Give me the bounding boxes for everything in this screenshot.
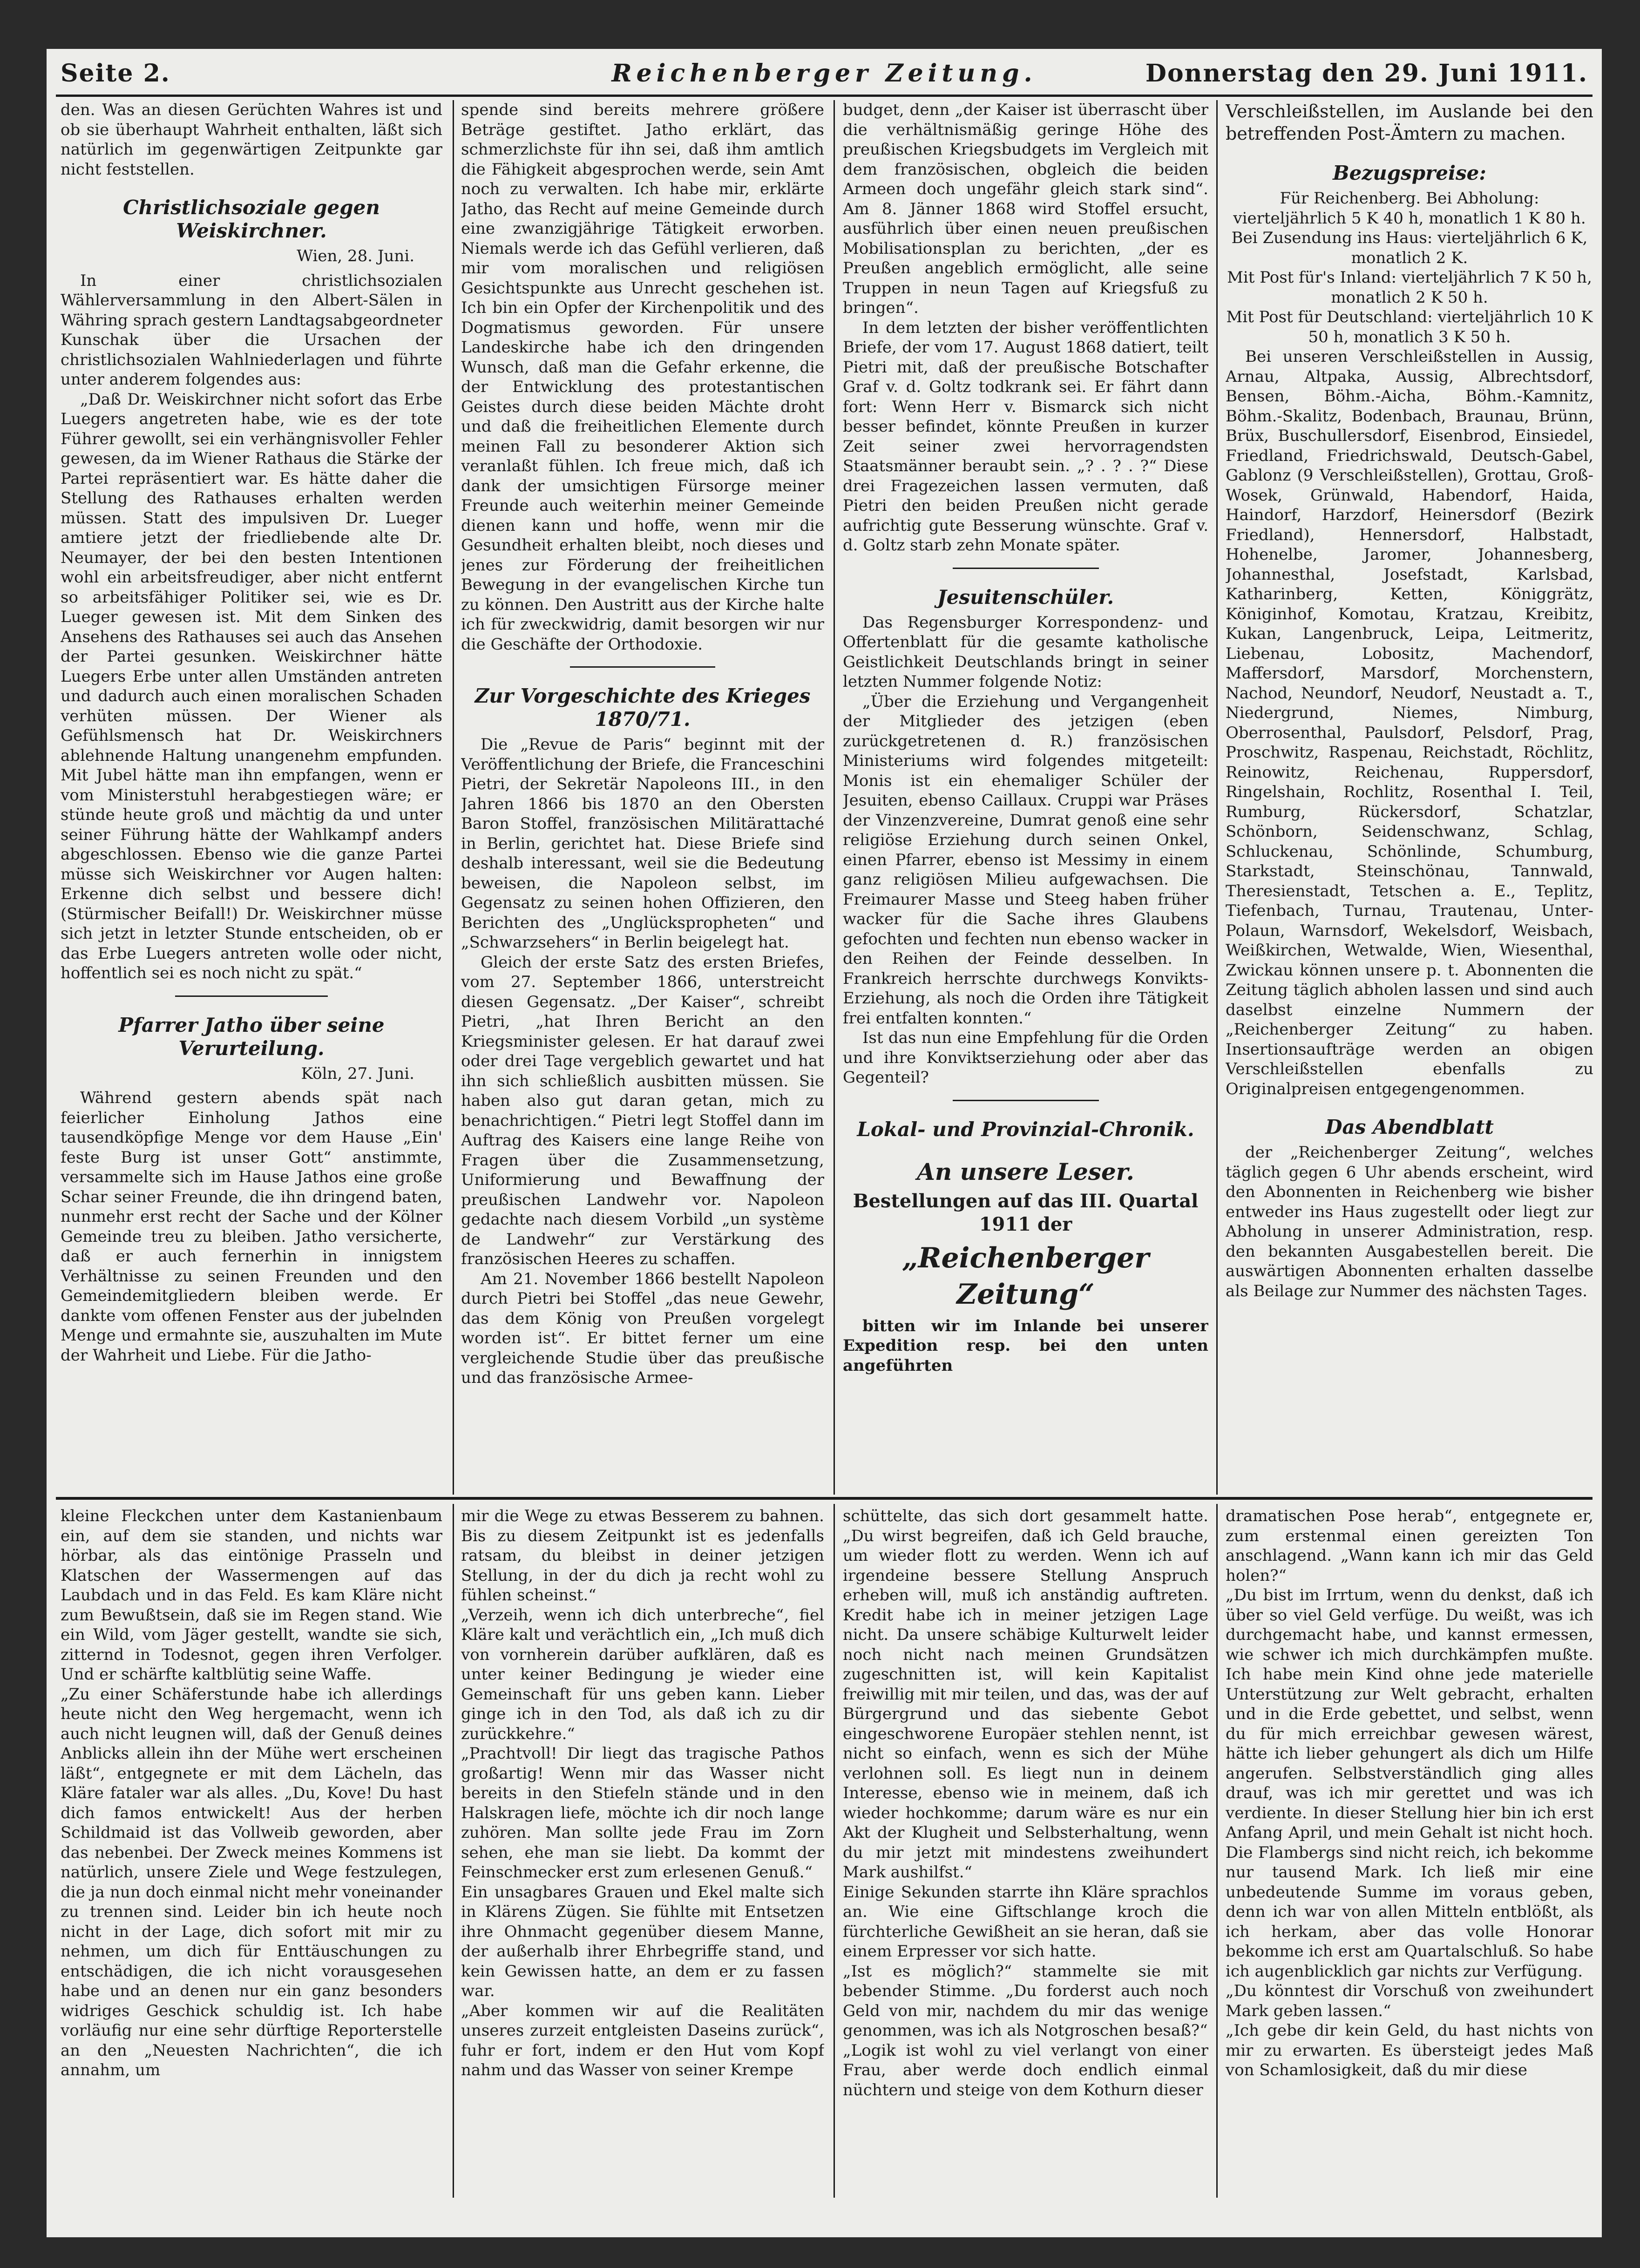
headline-christlichsoziale: Christlichsoziale gegen Weiskirchner. [123, 196, 380, 242]
newspaper-page [47, 49, 1602, 2237]
price-line: Bei Zusendung ins Haus: vierteljährlich 6 K, monatlich 2 K. [1231, 229, 1588, 267]
paragraph: Verschleißstellen, im Auslande bei den betreffenden Post-Ämtern zu machen. [1226, 101, 1593, 144]
paragraph: Die „Revue de Paris“ beginnt mit der Veröffentlichung der Briefe, die Franceschini Pietri, der Sekretär Napoleons III., in den Jahren 1866 bis 1870 an den Obersten Baron Stoffel, französischen Militärattaché in Berlin, gerichtet hat. Diese Briefe sind deshalb interessant, weil sie die Bedeutung beweisen, die Napoleon selbst, im Gegensatz zu seinen hohen Offizieren, den Berichten des „Unglückspropheten“ und „Schwarzsehers“ in Berlin beigelegt hat. [461, 735, 824, 952]
paragraph: „Über die Erziehung und Vergangenheit der Mitglieder des jetzigen (eben zurückgetretenen d. R.) französischen Ministeriums wird folgendes mitgeteilt: Monis ist ein ehemaliger Schüler der Jesuiten, ebenso Caillaux. Cruppi war Präses der Vinzenzvereine, Dumrat genoß eine sehr religiöse Erziehung durch seinen Onkel, einen Pfarrer, ebenso ist Messimy in einem ganz religiösen Milieu aufgewachsen. Die Freimaurer Masse und Steeg haben früher wacker für die Sache ihres Glaubens gefochten und fechten nun ebenso wacker in den Reihen der Feinde desselben. In Frankreich herrschte durchwegs Konvikts-Erziehung, als noch die Orden ihre Tätigkeit frei entfalten konnten.“ [843, 692, 1208, 1028]
story-text: schüttelte, das sich dort gesammelt hatte. „Du wirst begreifen, daß ich Geld brauche, um wieder flott zu werden. Wenn ich auf irgendeine bessere Stellung Anspruch erheben will, muß ich anständig auftreten. Kredit habe ich in meiner jetzigen Lage nicht. Da unsere schäbige Kulturwelt leider noch nicht nach meinen Grundsätzen zugeschnitten ist, will kein Kapitalist freiwillig mit mir teilen, und das, was der auf Bürgergrund und das siebente Gebot eingeschworene Europäer stehlen nennt, ist nicht so einfach, wenn es sich der Mühe verlohnen soll. Es liegt nun in deinem Interesse, ebenso wie in meinem, daß ich wieder hochkomme; darum wäre es nur ein Akt der Klugheit und Selbsterhaltung, wenn du mir jetzt mit mindestens zweihundert Mark aushilfst.“ Einige Sekunden starrte ihn Kläre sprachlos an. Wie eine Giftschlange kroch die fürchterliche Gewißheit an sie heran, daß sie einem Erpresser vor sich hatte. „Ist es möglich?“ stammelte sie mit bebender Stimme. „Du forderst auch noch Geld von mir, nachdem du mir das wenige genommen, was ich als Notgroschen besaß?“ „Logik ist wohl zu viel verlangt von einer Frau, aber werde doch endlich einmal nüchtern und steige von dem Kothurn dieser [843, 1507, 1208, 2099]
paragraph: spende sind bereits mehrere größere Beträge gestiftet. Jatho erklärt, das schmerzlichste für ihn sei, daß ihm amtlich die Fähigkeit abgesprochen werde, sein Amt noch zu verwalten. Ich habe mir, erklärte Jatho, das Recht auf meine Gemeinde durch eine zwanzigjährige Tätigkeit erworben. Niemals werde ich das Gefühl verlieren, daß mir vom moralischen und religiösen Gesichtspunkte aus Unrecht geschehen ist. Ich bin ein Opfer der Kirchenpolitik und des Dogmatismus geworden. Für unsere Landeskirche habe ich den dringenden Wunsch, daß man die Gefahr erkenne, die der Entwicklung des protestantischen Geistes durch diese beiden Mächte droht und daß die freiheitlichen Elemente durch meinen Fall zu besonderer Aktion sich veranlaßt fühlen. Ich freue mich, daß ich dank der umsichtigen Fürsorge meiner Freunde auch weiterhin meiner Gemeinde dienen kann und hoffe, wenn mir die Gesundheit erhalten bleibt, noch dieses und jenes zur Förderung der freiheitlichen Bewegung in der evangelischen Kirche tun zu können. Den Austritt aus der Kirche halte ich für zweckwidrig, damit besorgen wir nur die Geschäfte der Orthodoxie. [461, 101, 824, 654]
story-column-2 [461, 1506, 824, 2195]
feuilleton-rule [56, 1497, 1593, 1500]
story-column-3 [843, 1506, 1208, 2195]
column-rule [453, 1504, 454, 2198]
paragraph: Gleich der erste Satz des ersten Briefes, vom 27. September 1866, unterstreicht diesen Gegensatz. „Der Kaiser“, schreibt Pietri, „hat Ihren Bericht an den Kriegsminister gelesen. Er hat darauf zwei oder drei Tage vergeblich gewartet und hat ihn sich schließlich ausbitten müssen. Sie haben also gut daran getan, mich zu benachrichtigen.“ Pietri legt Stoffel dann im Auftrag des Kaisers eine lange Reihe von Fragen über die Zusammensetzung, Uniformierung und Bewaffnung der preußischen Landwehr vor. Napoleon gedachte nach diesem Vorbild „un système de Landwehr“ zur Verstärkung des französischen Heeres zu schaffen. [461, 953, 824, 1268]
headline-an-unsere-leser: An unsere Leser. [917, 1158, 1134, 1185]
column-rule [834, 100, 835, 1495]
separator [570, 666, 715, 668]
paragraph: Das Regensburger Korrespondenz- und Offertenblatt für die gesamte katholische Geistlichkeit Deutschlands bringt in seiner letzten Nummer folgende Notiz: [843, 613, 1208, 691]
article-continuation: den. Was an diesen Gerüchten Wahres ist und ob sie überhaupt Wahrheit enthalten, läßt sich natürlich im gegenwärtigen Zeitpunkte gar nicht feststellen. [61, 101, 442, 179]
issue-date: Donnerstag den 29. Juni 1911. [1145, 59, 1588, 88]
paragraph: Bestellungen auf das III. Quartal 1911 der [853, 1190, 1199, 1235]
paragraph-verschleissstellen: Bei unseren Verschleißstellen in Aussig, Arnau, Altpaka, Aussig, Albrechtsdorf, Bensen, Böhm.-Aicha, Böhm.-Kamnitz, Böhm.-Skalitz, Bodenbach, Braunau, Brünn, Brüx, Buschullersdorf, Eisenbrod, Einsiedel, Friedland, Friedrichswald, Deutsch-Gabel, Gablonz (9 Verschleißstellen), Grottau, Groß-Wosek, Grünwald, Habendorf, Haida, Haindorf, Harzdorf, Heinersdorf (Bezirk Friedland), Hennersdorf, Halbstadt, Hohenelbe, Jaromer, Johannesberg, Johannesthal, Josefstadt, Karlsbad, Katharinberg, Ketten, Königgrätz, Königinhof, Komotau, Kratzau, Kreibitz, Kukan, Langenbruck, Leipa, Leitmeritz, Liebenau, Lobositz, Machendorf, Maffersdorf, Marsdorf, Morchenstern, Nachod, Neundorf, Neudorf, Neustadt a. T., Niedergrund, Niemes, Nimburg, Oberrosenthal, Paulsdorf, Pelsdorf, Prag, Proschwitz, Raspenau, Reichstadt, Röchlitz, Reinowitz, Reichenau, Ruppersdorf, Ringelshain, Rochlitz, Rosenthal I. Teil, Rumburg, Rückersdorf, Schatzlar, Schönborn, Seidenschwanz, Schlag, Schluckenau, Schönlinde, Schumburg, Starkstadt, Steinschönau, Tannwald, Theresienstadt, Tetschen a. E., Teplitz, Tiefenbach, Turnau, Trautenau, Unter-Polaun, Warnsdorf, Wekelsdorf, Weisbach, Weißkirchen, Wetwalde, Wien, Wiesenthal, Zwickau können unsere p. t. Abonnenten die Zeitung täglich abholen lassen und sind auch daselbst einzelne Nummern der „Reichenberger Zeitung“ zu haben. Insertionsaufträge werden an obigen Verschleißstellen ebenfalls zu Originalpreisen entgegengenommen. [1226, 347, 1593, 1098]
price-line: Mit Post für's Inland: vierteljährlich 7 K 50 h, monatlich 2 K 50 h. [1227, 268, 1592, 307]
story-text: mir die Wege zu etwas Besserem zu bahnen. Bis zu diesem Zeitpunkt ist es jedenfalls ratsam, du bleibst in deiner jetzigen Stellung, in der du dich ja recht wohl zu fühlen scheinst.“ „Verzeih, wenn ich dich unterbreche“, fiel Kläre kalt und verächtlich ein, „Ich muß dich von vornherein darüber aufklären, daß es unter keiner Bedingung je wieder eine Gemeinschaft für uns geben kann. Lieber ginge ich in den Tod, als daß ich zu dir zurückkehre.“ „Prachtvoll! Dir liegt das tragische Pathos großartig! Wenn mir das Wasser nicht bereits in den Stiefeln stände und in den Halskragen liefe, möchte ich dir noch lange zuhören. Man sollte jede Frau im Zorn sehen, ehe man sie liebt. Da kommt der Feinschmecker erst zum erlesenen Genuß.“ Ein unsagbares Grauen und Ekel malte sich in Klärens Zügen. Sie fühlte mit Entsetzen ihre Ohnmacht gegenüber diesem Manne, der außerhalb ihrer Ehrbegriffe stand, und kein Gewissen hatte, an dem er zu fassen war. „Aber kommen wir auf die Realitäten unseres zurzeit entgleisten Daseins zurück“, fuhr er fort, indem er den Hut vom Kopf nahm und das Wasser von seiner Krempe [461, 1507, 824, 2079]
story-column-1 [61, 1506, 442, 2195]
headline-krieg-1870: Zur Vorgeschichte des Krieges 1870/71. [474, 684, 811, 731]
paragraph: In einer christlichsozialen Wählerversammlung in den Albert-Sälen in Währing sprach gestern Landtagsabgeordneter Kunschak über die Ursachen der christlichsozialen Wahlniederlagen und führte unter anderem folgendes aus: [61, 271, 442, 389]
separator [953, 1100, 1099, 1101]
column-rule [1216, 100, 1218, 1495]
column-2 [461, 100, 824, 1492]
headline-jesuitenschueler: Jesuitenschüler. [937, 585, 1114, 609]
paragraph: „Daß Dr. Weiskirchner nicht sofort das Erbe Luegers angetreten habe, wie es der tote Führer gewollt, sei ein verhängnisvoller Fehler gewesen, da im Wiener Rathaus die Stärke der Partei repräsentiert war. Es hätte daher die Stellung des Rathauses erhalten werden müssen. Statt des impulsiven Dr. Lueger amtiere jetzt der friedliebende alte Dr. Neumayer, der bei den besten Intentionen wohl ein arbeitsfreudiger, aber nicht entfernt so arbeitsfähiger Politiker sei, wie es Dr. Lueger gewesen ist. Mit dem Sinken des Ansehens des Rathauses sei auch das Ansehen der Partei gesunken. Weiskirchner hätte Luegers Erbe unter allen Umständen antreten und dadurch auch einen moralischen Schaden verhüten müssen. Der Wiener als Gefühlsmensch hat Dr. Weiskirchners ablehnende Haltung unangenehm empfunden. Mit Jubel hätte man ihn empfangen, wenn er vom Ministerstuhl herabgestiegen wäre; er stünde heute groß und mächtig da und unter seiner Führung hätte der Wahlkampf anders abgeschlossen. Ebenso wie die ganze Partei müsse sich Weiskirchner vor Augen halten: Erkenne dich selbst und bessere dich! (Stürmischer Beifall!) Dr. Weiskirchner müsse sich jetzt in letzter Stunde entscheiden, ob er das Erbe Luegers antreten wolle oder nicht, hoffentlich sei es noch nicht zu spät.“ [61, 390, 442, 982]
paragraph: der „Reichenberger Zeitung“, welches täglich gegen 6 Uhr abends erscheint, wird den Abonnenten in Reichenberg wie bisher entweder ins Haus zugestellt oder liegt zur Abholung in unserer Administration, resp. den bekannten Ausgabestellen bereit. Die auswärtigen Abonnenten erhalten dasselbe als Beilage zur Nummer des nächsten Tages. [1226, 1143, 1593, 1300]
separator [175, 995, 328, 997]
story-text: kleine Fleckchen unter dem Kastanienbaum ein, auf dem sie standen, und nichts war hörbar, als das eintönige Prasseln und Klatschen der Wassermengen auf das Laubdach und in das Feld. Es kam Kläre nicht zum Bewußtsein, daß sie im Regen stand. Wie ein Wild, vom Jäger gestellt, wandte sie sich, zitternd in Todesnot, gegen ihren Verfolger. Und er schärfte kaltblütig seine Waffe. „Zu einer Schäferstunde habe ich allerdings heute nicht den Weg hergemacht, wenn ich auch nicht leugnen will, daß der Genuß deines Anblicks allein ihn der Mühe wert erscheinen läßt“, entgegnete er mit dem Lächeln, das Kläre fataler war als alles. „Du, Kove! Du hast dich famos entwickelt! Aus der herben Schildmaid ist das Vollweib geworden, aber das nebenbei. Der Zweck meines Kommens ist natürlich, unsere Ziele und Wege festzulegen, die ja nun doch einmal nicht mehr voneinander zu trennen sind. Leider bin ich heute noch nicht in der Lage, dich sofort mit mir zu nehmen, um dich für Enttäuschungen zu entschädigen, die ich nicht vorausgesehen habe und an denen nur ein ganz besonders widriges Geschick schuldig ist. Ich habe vorläufig nur eine sehr dürftige Reporterstelle an den „Neuesten Nachrichten“, die ich annahm, um [61, 1507, 442, 2079]
column-3 [843, 100, 1208, 1492]
story-text: dramatischen Pose herab“, entgegnete er, zum erstenmal einen gereizten Ton anschlagend. „Wann kann ich mir das Geld holen?“ „Du bist im Irrtum, wenn du denkst, daß ich über so viel Geld verfüge. Du weißt, was ich durchgemacht habe, und kannst ermessen, wie schwer ich mich durchkämpfen mußte. Ich habe mein Kind ohne jede materielle Unterstützung zur Welt gebracht, erhalten und in die Erde gebettet, und selbst, wenn du für mich erreichbar gewesen wärest, hätte ich lieber gehungert als dich um Hilfe angerufen. Selbstverständlich ging alles drauf, was ich mir gerettet und was ich verdiente. In dieser Stellung hier bin ich erst Anfang April, und mein Gehalt ist nicht hoch. Die Flambergs sind nicht reich, ich bekomme nur tausend Mark. Ich ließ mir eine unbedeutende Summe im voraus geben, denn ich war von allen Mitteln entblößt, als ich herkam, aber das volle Honorar bekomme ich erst am Quartalschluß. So habe ich augenblicklich gar nichts zur Verfügung. „Du könntest dir Vorschuß von zweihundert Mark geben lassen.“ „Ich gebe dir kein Geld, du hast nichts von mir zu erwarten. Es übersteigt jedes Maß von Schamlosigkeit, daß du mir diese [1226, 1507, 1593, 2079]
separator [953, 568, 1099, 569]
paragraph: bitten wir im Inlande bei unserer Expedition resp. bei den unten angeführten [843, 1316, 1208, 1375]
newspaper-title: Reichenberger Zeitung. [611, 59, 1037, 88]
paragraph: budget, denn „der Kaiser ist überrascht über die verhältnismäßig geringe Höhe des preußischen Kriegsbudgets im Vergleich mit dem französischen, obgleich die beiden Armeen doch ungefähr gleich stark sind“. Am 8. Jänner 1868 wird Stoffel ersucht, ausführlich über einen neuen preußischen Mobilisationsplan zu berichten, „der es Preußen angeblich ermöglicht, alle seine Truppen in neun Tagen auf Kriegsfuß zu bringen“. [843, 101, 1208, 317]
column-rule [834, 1504, 835, 2198]
page-number: Seite 2. [61, 59, 170, 88]
header-rule [56, 95, 1593, 97]
newspaper-name-display: „Reichenberger Zeitung“ [902, 1241, 1149, 1311]
price-line: Für Reichenberg. Bei Abholung: vierteljährlich 5 K 40 h, monatlich 1 K 80 h. [1233, 189, 1586, 228]
story-column-4 [1226, 1506, 1593, 2195]
paragraph: Ist das nun eine Empfehlung für die Orden und ihre Konviktserziehung oder aber das Gegenteil? [843, 1029, 1208, 1087]
column-rule [453, 100, 454, 1495]
headline-bezugspreise: Bezugspreise: [1333, 162, 1486, 184]
paragraph: In dem letzten der bisher veröffentlichten Briefe, der vom 17. August 1868 datiert, teilt Pietri mit, daß der preußische Botschafter Graf v. d. Goltz todkrank sei. Er fährt dann fort: Wenn Herr v. Bismarck sich nicht besser befindet, könnte Preußen in kurzer Zeit seiner zwei hervorragendsten Staatsmänner beraubt sein. „? . ? . ?“ Diese drei Fragezeichen lassen vermuten, daß Pietri den beiden Preußen nicht gerade aufrichtig gute Besserung wünschte. Graf v. d. Goltz starb zehn Monate später. [843, 318, 1208, 555]
column-1 [61, 100, 442, 1492]
headline-jatho: Pfarrer Jatho über seine Verurteilung. [118, 1013, 385, 1060]
dateline: Köln, 27. Juni. [301, 1064, 414, 1083]
column-4 [1226, 100, 1593, 1492]
headline-abendblatt: Das Abendblatt [1325, 1116, 1494, 1138]
paragraph: Am 21. November 1866 bestellt Napoleon durch Pietri bei Stoffel „das neue Gewehr, das dem König von Preußen vorgelegt worden ist“. Er bittet ferner um eine vergleichende Studie über das preußische und das französische Armee- [461, 1269, 824, 1387]
paragraph: Während gestern abends spät nach feierlicher Einholung Jathos eine tausendköpfige Menge vor dem Hause „Ein' feste Burg ist unser Gott“ anstimmte, versammelte sich im Hause Jathos eine große Schar seiner Freunde, die ihn dringend baten, nunmehr erst recht der Sache und der Kölner Gemeinde treu zu bleiben. Jatho versicherte, daß er auch fernerhin in innigstem Verhältnisse zu seinen Freunden und den Gemeindemitgliedern bleiben werde. Er dankte vom offenen Fenster aus der jubelnden Menge und ermahnte sie, auszuhalten im Mute der Wahrheit und Liebe. Für die Jatho- [61, 1089, 442, 1365]
column-rule [1216, 1504, 1218, 2198]
section-heading-lokal: Lokal- und Provinzial-Chronik. [857, 1117, 1194, 1141]
dateline: Wien, 28. Juni. [297, 247, 414, 265]
price-line: Mit Post für Deutschland: vierteljährlich 10 K 50 h, monatlich 3 K 50 h. [1226, 308, 1593, 346]
